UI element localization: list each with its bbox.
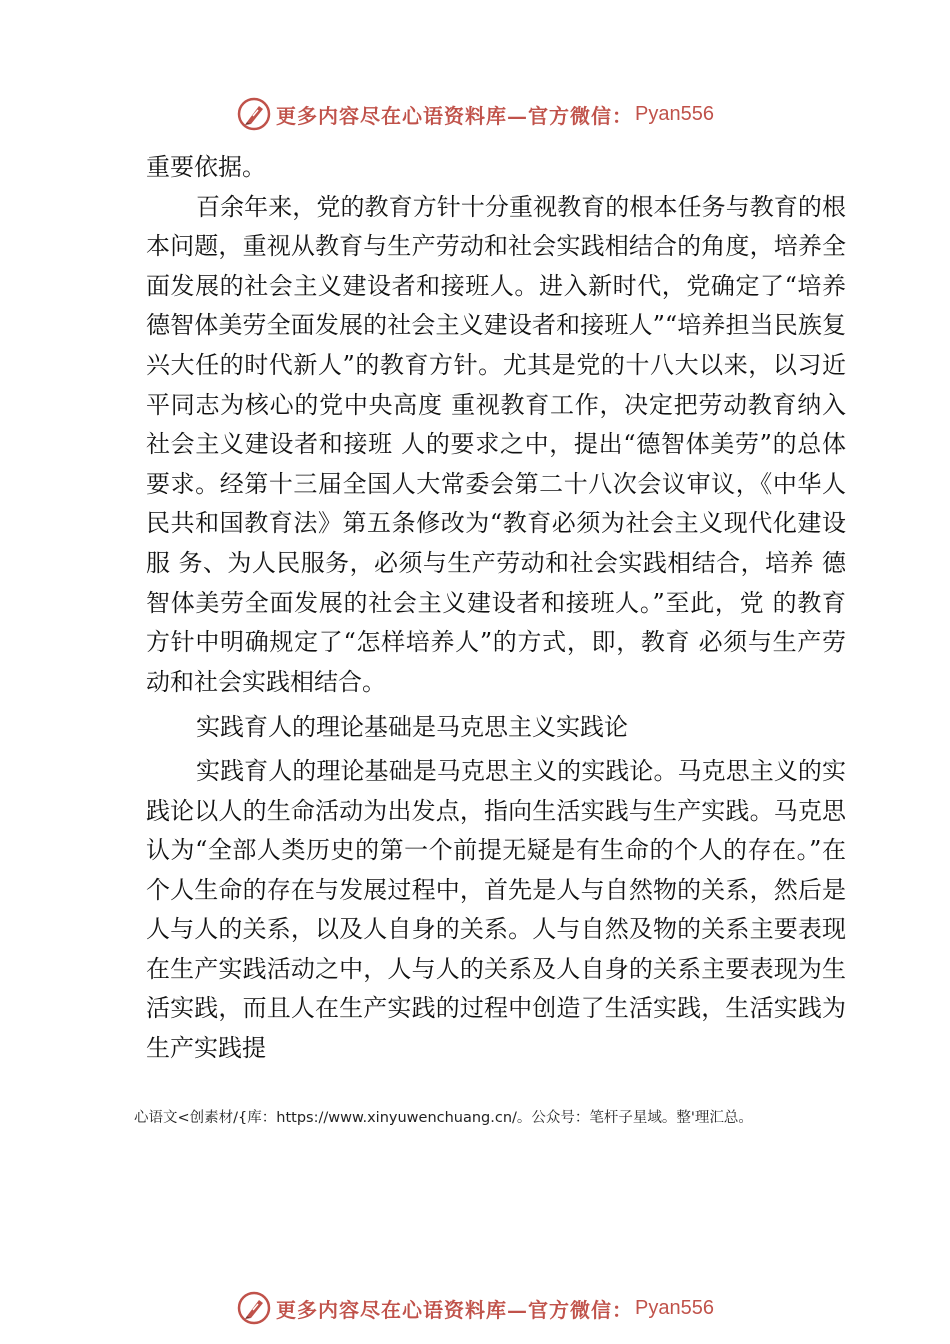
document-body <box>146 148 846 1069</box>
banner-wechat-id: Pyan556 <box>635 102 714 125</box>
paragraph-education-policy: 百余年来，党的教育方针十分重视教育的根本任务与教育的根本问题，重视从教育与生产劳动和社会实践相结合的角度，培养全面发展的社会主义建设者和接班人。进入新时代，党确定了“培养德智体美劳全面发展的社会主义建设者和接班人”“培养担当民族复兴大任的时代新人”的教育方针。尤其是党的十八大以来，以习近平同志为核心的党中央高度 重视教育工作，决定把劳动教育纳入社会主义建设者和接班 人的要求之中，提出“德智体美劳”的总体要求。经第十三届全国人大常委会第二十八次会议审议，《中华人民共和国教育法》第五条修改为“教育必须为社会主义现代化建设服 务、为人民服务，必须与生产劳动和社会实践相结合，培养 德智体美劳全面发展的社会主义建设者和接班人。”至此，党 的教育方针中明确规定了“怎样培养人”的方式，即，教育 必须与生产劳动和社会实践相结合。 <box>146 192 846 696</box>
footer-banner <box>0 1288 950 1328</box>
pen-nib-circle-icon <box>236 96 272 132</box>
paragraph-continuation: 重要依据。 <box>146 153 266 181</box>
paragraph-practice-theory: 实践育人的理论基础是马克思主义的实践论。马克思主义的实践论以人的生命活动为出发点，指向生活实践与生产实践。马克思认为“全部人类历史的第一个前提无疑是有生命的个人的存在。”在个人生命的存在与发展过程中，首先是人与自然物的关系，然后是人与人的关系，以及人自身的关系。人与自然及物的关系主要表现在生产实践活动之中，人与人的关系及人自身的关系主要表现为生活实践，而且人在生产实践的过程中创造了生活实践，生活实践为生产实践提 <box>146 756 846 1063</box>
section-heading: 实践育人的理论基础是马克思主义实践论 <box>196 713 628 742</box>
header-banner <box>0 94 950 134</box>
banner-ad-text: 更多内容尽在心语资料库—官方微信： <box>276 103 634 128</box>
banner-wechat-id: Pyan556 <box>635 1296 714 1319</box>
banner-ad-text: 更多内容尽在心语资料库—官方微信： <box>276 1297 634 1322</box>
pen-nib-circle-icon <box>236 1290 272 1326</box>
source-footer-note: 心语文<创素材/{库：https://www.xinyuwenchuang.cn/。公众号：笔杆子星域。整'理汇总。 <box>134 1110 753 1126</box>
